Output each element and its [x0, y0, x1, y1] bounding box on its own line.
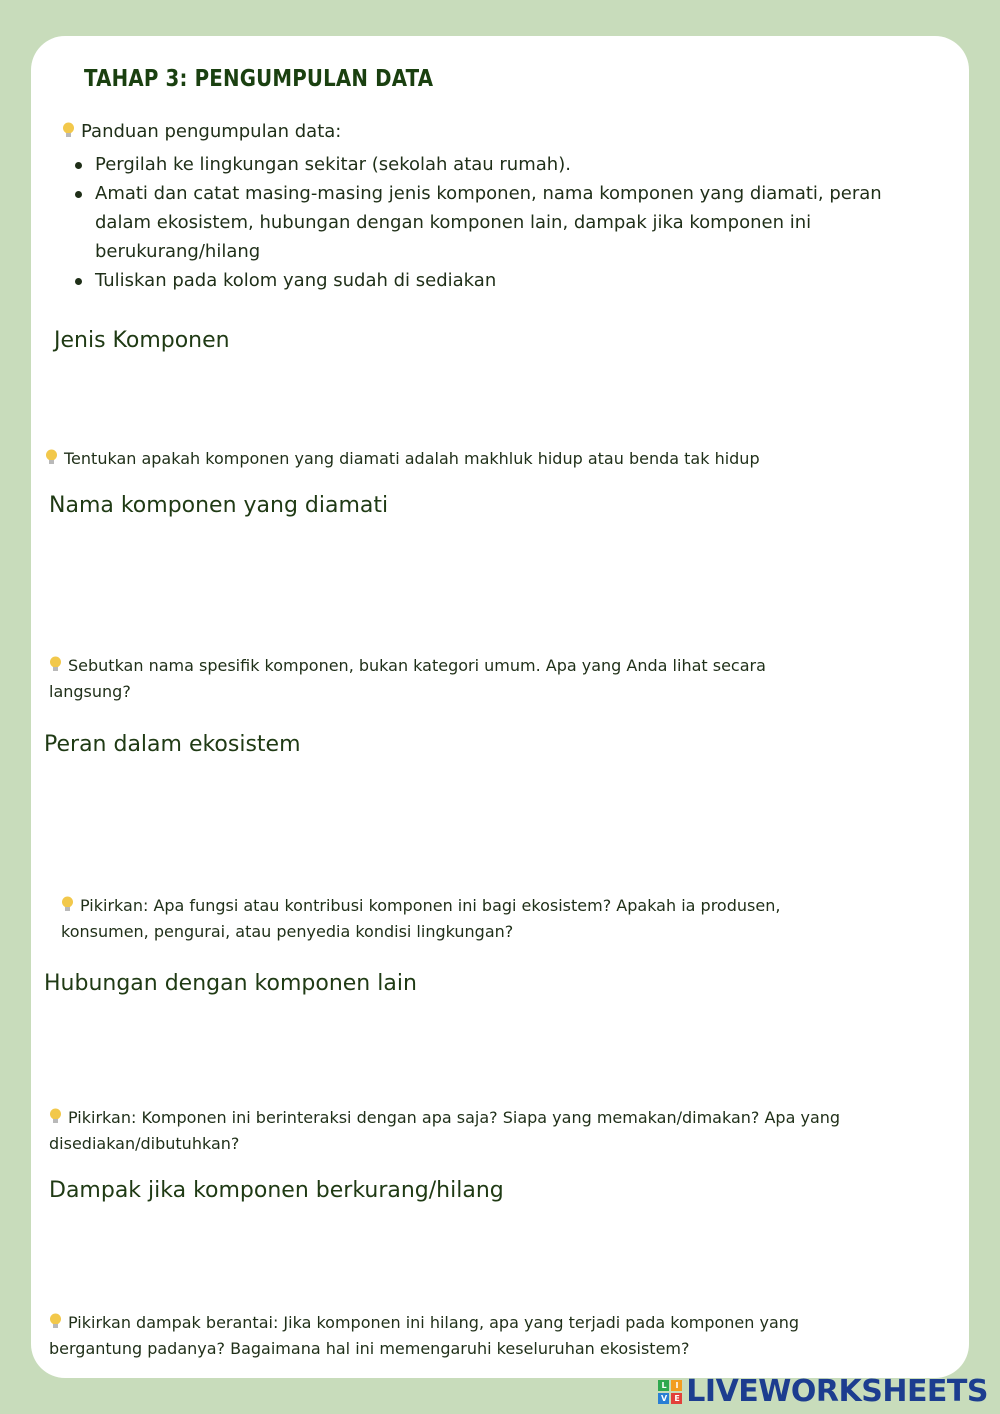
section-hint [49, 653, 849, 705]
light-bulb-icon [49, 1108, 62, 1125]
page-title: TAHAP 3: PENGUMPULAN DATA [84, 66, 434, 92]
liveworksheets-logo[interactable] [658, 1374, 988, 1409]
section-label-peran: Peran dalam ekosistem [44, 732, 301, 757]
section-hint [61, 893, 851, 945]
section-hint [45, 446, 905, 472]
section-hint [49, 1310, 879, 1362]
logo-letter: I [671, 1380, 682, 1391]
guide-item: Amati dan catat masing-masing jenis komponen, nama komponen yang diamati, peran dalam ekosistem, hubungan dengan komponen lain, dampak jika komponen ini berukurang/hilang [75, 179, 905, 266]
section-hint-text: Sebutkan nama spesifik komponen, bukan kategori umum. Apa yang Anda lihat secara langsung? [49, 656, 766, 701]
guide-heading-text: Panduan pengumpulan data: [81, 121, 342, 142]
light-bulb-icon [62, 122, 75, 139]
section-hint-text: Pikirkan dampak berantai: Jika komponen ini hilang, apa yang terjadi pada komponen yang bergantung padanya? Bagaimana hal ini memengaruhi keseluruhan ekosistem? [49, 1313, 800, 1358]
section-label-dampak: Dampak jika komponen berkurang/hilang [49, 1178, 504, 1203]
logo-letter: E [671, 1393, 682, 1404]
section-hint-text: Tentukan apakah komponen yang diamati adalah makhluk hidup atau benda tak hidup [64, 449, 760, 468]
logo-letter: V [658, 1393, 669, 1404]
section-hint-text: Pikirkan: Apa fungsi atau kontribusi komponen ini bagi ekosistem? Apakah ia produsen, konsumen, pengurai, atau penyedia kondisi lingkungan? [61, 896, 781, 941]
section-hint-text: Pikirkan: Komponen ini berinteraksi dengan apa saja? Siapa yang memakan/dimakan? Apa yang disediakan/dibutuhkan? [49, 1108, 841, 1153]
guide-heading [62, 121, 341, 142]
section-label-hubungan: Hubungan dengan komponen lain [44, 971, 417, 996]
logo-letter: L [658, 1380, 669, 1391]
light-bulb-icon [49, 656, 62, 673]
section-hint [49, 1105, 869, 1157]
guide-list [75, 150, 905, 295]
section-label-jenis-komponen: Jenis Komponen [54, 328, 230, 353]
guide-item: Tuliskan pada kolom yang sudah di sediakan [75, 266, 905, 295]
light-bulb-icon [45, 449, 58, 466]
brand-name: LIVEWORKSHEETS [686, 1374, 988, 1409]
section-label-nama-komponen: Nama komponen yang diamati [49, 493, 389, 518]
light-bulb-icon [61, 896, 74, 913]
liveworksheets-logo-icon [658, 1380, 682, 1404]
guide-item: Pergilah ke lingkungan sekitar (sekolah atau rumah). [75, 150, 905, 179]
light-bulb-icon [49, 1313, 62, 1330]
